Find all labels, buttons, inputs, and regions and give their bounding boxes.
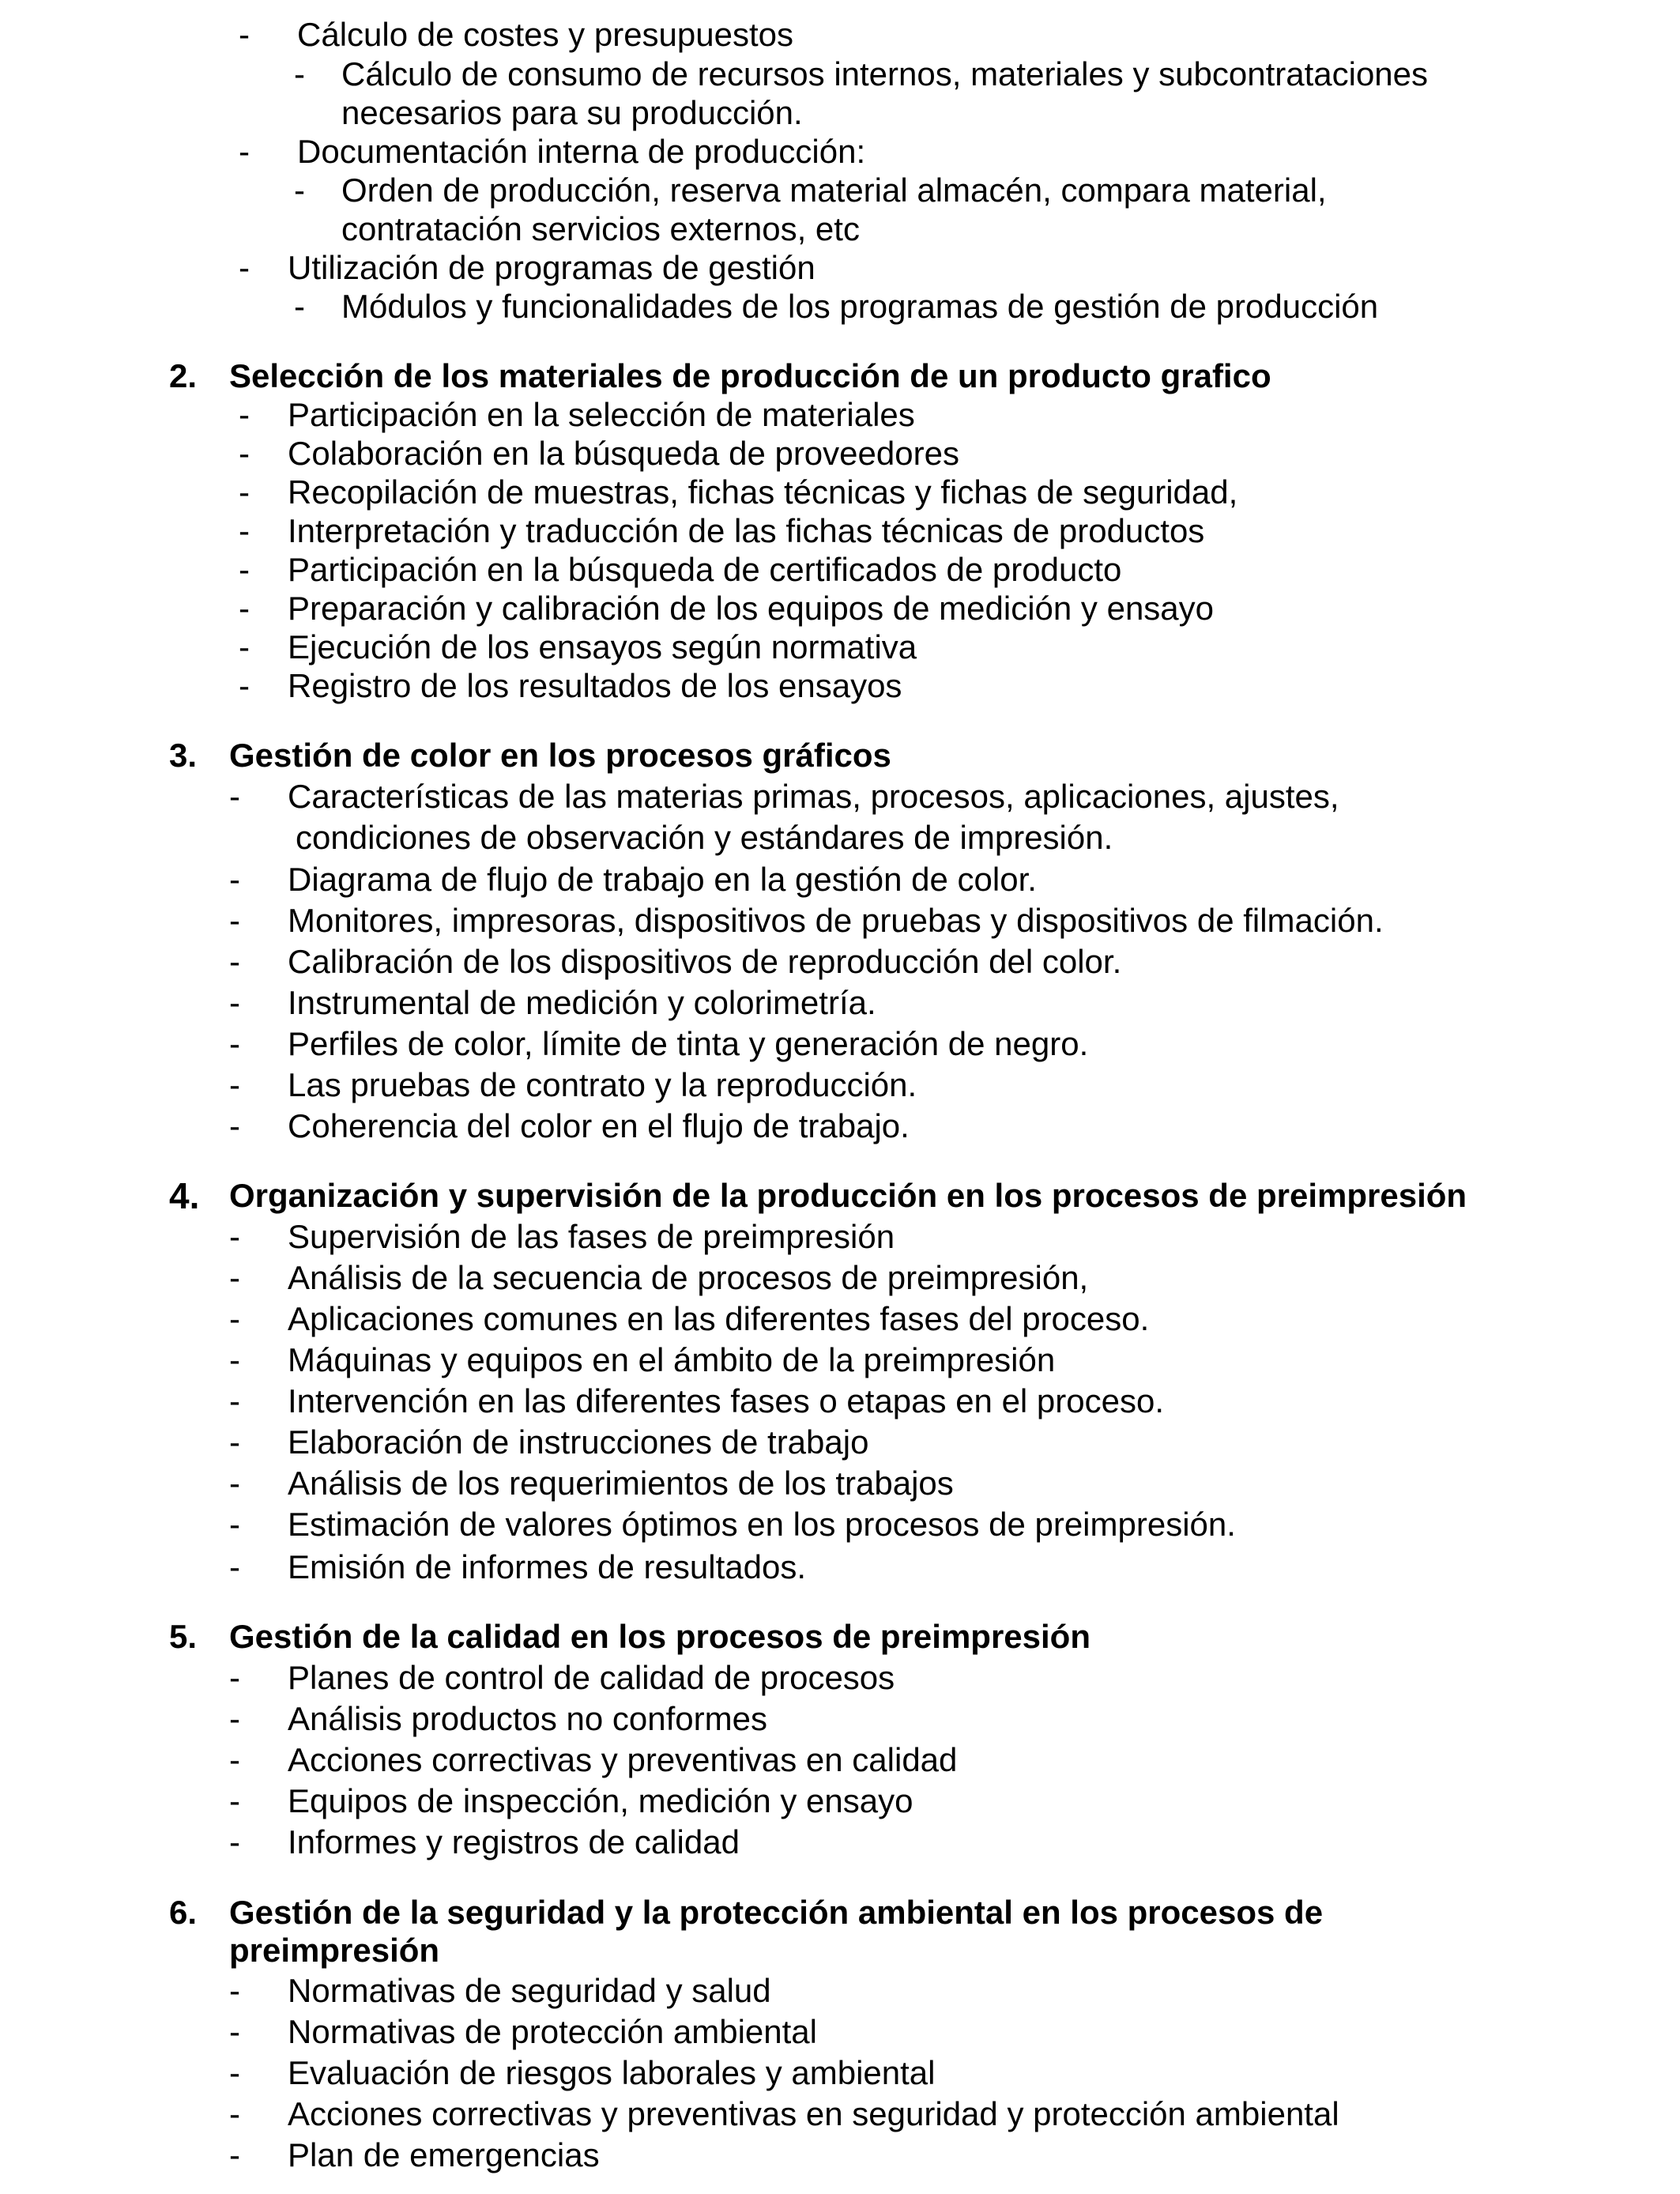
list-dash: -: [229, 1823, 240, 1860]
list-item-text: Preparación y calibración de los equipos de medición y ensayo: [288, 590, 1215, 627]
list-item-text: condiciones de observación y estándares de impresión.: [296, 819, 1113, 856]
list-dash: -: [229, 1782, 240, 1819]
list-dash: -: [229, 1025, 240, 1062]
list-item-text: Recopilación de muestras, fichas técnicas y fichas de seguridad,: [288, 473, 1238, 511]
intro-subitem-text: necesarios para su producción.: [341, 94, 803, 131]
section-number: 2.: [169, 357, 198, 394]
list-item-text: Normativas de seguridad y salud: [288, 1972, 771, 2009]
section-number: 3.: [169, 737, 198, 774]
intro-item-text: Utilización de programas de gestión: [288, 249, 816, 286]
list-item-text: Aplicaciones comunes en las diferentes fases del proceso.: [288, 1300, 1150, 1337]
list-dash: -: [239, 16, 250, 53]
section-title: Selección de los materiales de producción de un producto grafico: [229, 357, 1271, 394]
list-item-text: Plan de emergencias: [288, 2136, 600, 2173]
list-dash: -: [229, 2095, 240, 2132]
list-dash: -: [239, 435, 250, 472]
list-item-text: Estimación de valores óptimos en los procesos de preimpresión.: [288, 1506, 1236, 1543]
list-item-text: Máquinas y equipos en el ámbito de la preimpresión: [288, 1341, 1056, 1378]
list-dash: -: [239, 667, 250, 704]
list-dash: -: [294, 288, 305, 325]
list-dash: -: [294, 55, 305, 92]
list-item-text: Elaboración de instrucciones de trabajo: [288, 1423, 869, 1461]
list-item-text: Intervención en las diferentes fases o etapas en el proceso.: [288, 1382, 1165, 1419]
list-item-text: Diagrama de flujo de trabajo en la gestión de color.: [288, 861, 1037, 898]
list-item-text: Equipos de inspección, medición y ensayo: [288, 1782, 913, 1819]
list-item-text: Participación en la selección de materiales: [288, 396, 915, 433]
list-dash: -: [229, 2054, 240, 2091]
list-item-text: Calibración de los dispositivos de reproducción del color.: [288, 943, 1122, 980]
list-item-text: Perfiles de color, límite de tinta y generación de negro.: [288, 1025, 1089, 1062]
list-item-text: Ejecución de los ensayos según normativa: [288, 628, 917, 665]
list-item-text: Supervisión de las fases de preimpresión: [288, 1218, 895, 1255]
list-dash: -: [229, 1066, 240, 1103]
section-title: Gestión de la calidad en los procesos de preimpresión: [229, 1618, 1090, 1655]
list-dash: -: [229, 1506, 240, 1543]
list-item-text: Características de las materias primas, procesos, aplicaciones, ajustes,: [288, 778, 1339, 815]
intro-subitem-text: Cálculo de consumo de recursos internos, materiales y subcontrataciones: [341, 55, 1429, 92]
list-item-text: Emisión de informes de resultados.: [288, 1548, 806, 1585]
list-dash: -: [229, 1972, 240, 2009]
list-item-text: Instrumental de medición y colorimetría.: [288, 984, 876, 1021]
list-item-text: Colaboración en la búsqueda de proveedores: [288, 435, 959, 472]
list-dash: -: [229, 1300, 240, 1337]
list-dash: -: [239, 512, 250, 549]
list-dash: -: [229, 1741, 240, 1778]
list-item-text: Participación en la búsqueda de certificados de producto: [288, 551, 1122, 588]
list-dash: -: [229, 1465, 240, 1502]
list-dash: -: [294, 172, 305, 209]
list-dash: -: [229, 1700, 240, 1737]
list-dash: -: [239, 133, 250, 170]
section-number: 5.: [169, 1618, 198, 1655]
list-dash: -: [239, 249, 250, 286]
list-item-text: Informes y registros de calidad: [288, 1823, 740, 1860]
section-title: Gestión de color en los procesos gráficos: [229, 737, 891, 774]
list-dash: -: [229, 1548, 240, 1585]
list-dash: -: [239, 551, 250, 588]
list-dash: -: [229, 1659, 240, 1696]
section-title: Gestión de la seguridad y la protección ambiental en los procesos de: [229, 1894, 1324, 1931]
list-item-text: Acciones correctivas y preventivas en seguridad y protección ambiental: [288, 2095, 1339, 2132]
list-dash: -: [229, 2136, 240, 2173]
list-dash: -: [229, 861, 240, 898]
list-dash: -: [229, 2013, 240, 2050]
intro-subitem-text: contratación servicios externos, etc: [341, 210, 860, 247]
list-dash: -: [229, 1423, 240, 1461]
list-dash: -: [229, 984, 240, 1021]
section-title: preimpresión: [229, 1932, 440, 1969]
list-item-text: Normativas de protección ambiental: [288, 2013, 817, 2050]
list-dash: -: [229, 1259, 240, 1296]
list-item-text: Planes de control de calidad de procesos: [288, 1659, 895, 1696]
list-item-text: Análisis de la secuencia de procesos de preimpresión,: [288, 1259, 1089, 1296]
list-item-text: Las pruebas de contrato y la reproducción.: [288, 1066, 917, 1103]
intro-subitem-text: Módulos y funcionalidades de los programas de gestión de producción: [341, 288, 1379, 325]
list-item-text: Coherencia del color en el flujo de trabajo.: [288, 1107, 910, 1144]
list-dash: -: [239, 628, 250, 665]
list-dash: -: [229, 1341, 240, 1378]
section-number: 4.: [169, 1175, 200, 1216]
list-dash: -: [239, 396, 250, 433]
list-dash: -: [239, 590, 250, 627]
intro-subitem-text: Orden de producción, reserva material almacén, compara material,: [341, 172, 1327, 209]
section-title: Organización y supervisión de la producción en los procesos de preimpresión: [229, 1177, 1467, 1214]
list-item-text: Evaluación de riesgos laborales y ambiental: [288, 2054, 936, 2091]
list-dash: -: [229, 1382, 240, 1419]
list-item-text: Registro de los resultados de los ensayos: [288, 667, 902, 704]
list-dash: -: [229, 778, 240, 815]
list-item-text: Análisis productos no conformes: [288, 1700, 767, 1737]
list-item-text: Análisis de los requerimientos de los trabajos: [288, 1465, 954, 1502]
intro-item-text: Cálculo de costes y presupuestos: [297, 16, 794, 53]
intro-item-text: Documentación interna de producción:: [297, 133, 866, 170]
list-dash: -: [229, 1107, 240, 1144]
list-dash: -: [229, 1218, 240, 1255]
list-dash: -: [239, 473, 250, 511]
list-dash: -: [229, 902, 240, 939]
list-item-text: Interpretación y traducción de las fichas técnicas de productos: [288, 512, 1205, 549]
section-number: 6.: [169, 1894, 198, 1931]
list-item-text: Monitores, impresoras, dispositivos de pruebas y dispositivos de filmación.: [288, 902, 1384, 939]
list-item-text: Acciones correctivas y preventivas en calidad: [288, 1741, 958, 1778]
list-dash: -: [229, 943, 240, 980]
